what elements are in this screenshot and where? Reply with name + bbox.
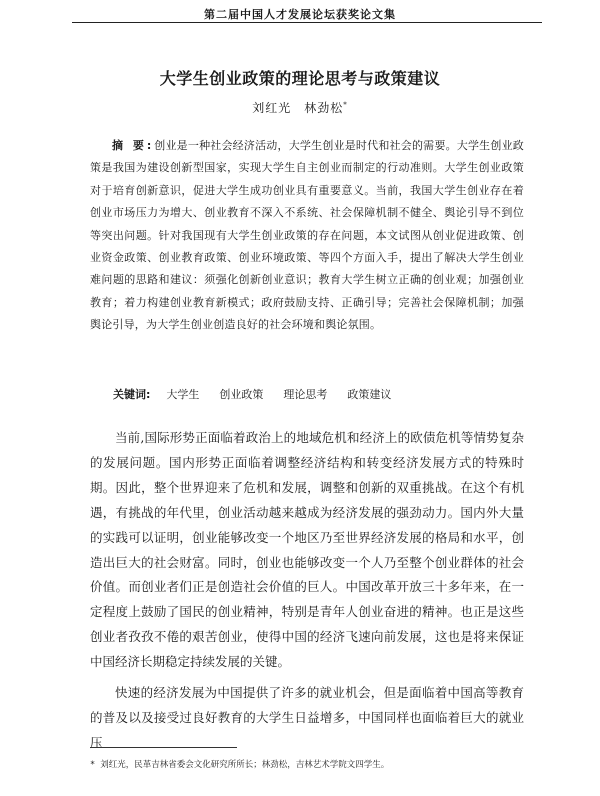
keywords-label: 关键词:	[113, 388, 151, 401]
keyword: 理论思考	[283, 388, 328, 401]
body-paragraph: 当前,国际形势正面临着政治上的地域危机和经济上的欧债危机等情势复杂的发展问题。国内形势正面临着调整经济结构和转变经济发展方式的特殊时期。因此，整个世界迎来了危机和发展，调整和创新的双重挑战。在这个有机遇，有挑战的年代里，创业活动越来越成为经济发展的强劲动力。国内外大量的实践可以证明，创业能够改变一个地区乃至世界经济发展的格局和水平，创造出巨大的社会财富。同时，创业也能够改变一个人乃至整个创业群体的社会价值。而创业者们正是创造社会价值的巨人。中国改革开放三十多年来，在一定程度上鼓励了国民的创业精神，特别是青年人创业奋进的精神。也正是这些创业者孜孜不倦的艰苦创业，使得中国的经济飞速向前发展，这也是将来保证中国经济长期稳定持续发展的关键。	[90, 430, 524, 670]
footnote-text: 刘红光，民革吉林省委会文化研究所所长；林劲松，吉林艺术学院文四学生。	[100, 760, 390, 770]
running-header: 第二届中国人才发展论坛获奖论文集	[204, 8, 396, 21]
author-line	[0, 99, 600, 116]
abstract	[90, 135, 524, 337]
keyword: 政策建议	[347, 388, 392, 401]
footnote	[90, 758, 389, 770]
header-rule	[72, 22, 542, 23]
abstract-label: 摘 要:	[112, 139, 155, 152]
keywords-line	[113, 386, 411, 402]
author-footnote-mark: *	[343, 101, 348, 109]
keyword: 创业政策	[219, 388, 264, 401]
footnote-mark: *	[90, 760, 96, 770]
abstract-text: 创业是一种社会经济活动，大学生创业是时代和社会的需要。大学生创业政策是我国为建设创新型国家，实现大学生自主创业而制定的行动准则。大学生创业政策对于培育创新意识，促进大学生成功创业具有重要意义。当前，我国大学生创业存在着创业市场压力为增大、创业教育不深入不系统、社会保障机制不健全、舆论引导不到位等突出问题。针对我国现有大学生创业政策的存在问题，本文试图从创业促进政策、创业资金政策、创业教育政策、创业环境政策、等四个方面入手，提出了解决大学生创业难问题的思路和建议：须强化创新创业意识；教育大学生树立正确的创业观；加强创业教育；着力构建创业教育新模式；政府鼓励支持、正确引导；完善社会保障机制；加强舆论引导，为大学生创业创造良好的社会环境和舆论氛围。	[90, 139, 524, 332]
keyword: 大学生	[166, 388, 200, 401]
paper-title: 大学生创业政策的理论思考与政策建议	[159, 69, 441, 88]
footnote-rule	[90, 747, 237, 748]
author-name: 林劲松	[304, 101, 344, 115]
body-paragraph: 快速的经济发展为中国提供了许多的就业机会，但是面临着中国高等教育的普及以及接受过良好教育的大学生日益增多，中国同样也面临着巨大的就业压	[90, 685, 524, 750]
author-name: 刘红光	[252, 101, 292, 115]
